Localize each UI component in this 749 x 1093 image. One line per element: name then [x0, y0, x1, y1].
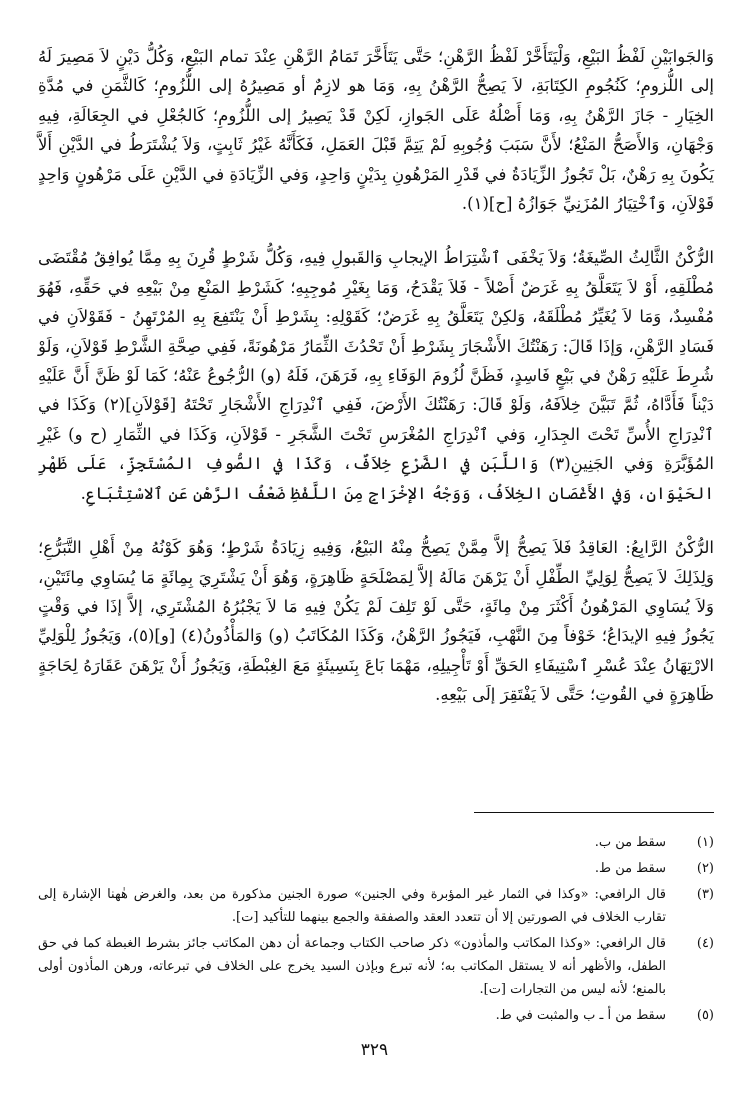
- footnote-divider: [474, 812, 714, 813]
- footnote-text: سقط من ط.: [594, 861, 666, 876]
- footnote-text: سقط من أ ـ ب والمثبت في ط.: [495, 1008, 666, 1023]
- paragraph-third-pillar-formula: الرُّكْنُ الثَّالِثُ الصِّيغَةُ؛ وَلاَ يَخْفَى ٱشْتِرَاطُ الإيجابِ وَالقَبولِ فِيهِ، وَكُلُّ شَرْطٍ قُرِنَ بِهِ مِمَّا يُوافِقُ مُقْتَضَى مُطْلَقِهِ، أَوْ لاَ يَتَعَلَّقُ بِهِ غَرَضٌ أَصْلاً - فَلاَ يَقْدَحُ، وَمَا بِغَيْرِ مُوجِبِهِ؛ كَشَرْطِ المَنْعِ مِنْ بَيْعِهِ في حَقِّهِ، فَهُوَ مُفْسِدٌ، وَمَا لاَ يُغَيِّرُ مُطْلَقَهُ، وَلكِنْ يَتَعَلَّقُ بِهِ غَرَضٌ؛ كَقَوْلِهِ: بِشَرْطِ أَنْ يَنْتَفِعَ بِهِ المُرْتَهِنُ - فَقَوْلاَنِ في فَسَادِ الرَّهْنِ، وَإذَا قَالَ: رَهَنْتُكَ الأَشْجَارَ بِشَرْطِ أَنْ تَحْدُثَ الثِّمَارُ مَرْهُونَةً، فَفِي صِحَّةِ الشَّرْطِ قَوْلاَنِ، وَلَوْ شُرِطَ عَلَيْهِ رَهْنٌ في بَيْعٍ فَاسِدٍ، فَظَنَّ لُزُومَ الوَفَاءِ بِهِ، فَرَهَنَ، فَلَهُ (و) الرُّجُوعُ عَنْهُ؛ كَمَا لَوْ ظَنَّ أَنَّ عَلَيْهِ دَيْناً فَأَدَّاهُ، ثُمَّ تَبَيَّنَ خِلاَفَهُ، وَلَوْ قَالَ: رَهَنْتُكَ الأَرْضَ، فَفِي ٱنْدِرَاجِ الأَشْجَارِ تَحْتَهُ [قَوْلاَنِ](٢) وَكَذَا في ٱنْدِرَاجِ الأُسِّ تَحْتَ الجِدَارِ، وَفي ٱنْدِرَاجِ المُغْرَسِ تَحْتَ الشَّجَرِ - قَوْلاَنِ، وَكَذَا في الثِّمَارِ (ح و) غَيْرِ المُؤَبَّرَةِ وَفي الجَنِينِ(٣) وَاللَّبَنِ في الضَّرْعِ خِلاَفٌ، وَكَذَا في الصُّوفِ المُسْتَجِزِّ، عَلَى ظَهْرِ الحَيْوَانِ، وَفي الأَغْصَانِ الخِلاَفُ، وَوَجْهُ الإخْرَاجِ مِنَ اللَّفْظِ ضَعْفُ الرَّهْنِ عَنِ ٱلاسْتِتْبَاعِ.: [38, 248, 714, 503]
- footnote-4: [38, 932, 714, 1001]
- footnote-number: (٥): [696, 1008, 714, 1023]
- footnote-number: (٣): [696, 887, 714, 902]
- footnote-number: (٤): [696, 936, 714, 951]
- footnote-text: قال الرافعي: «وكذا في الثمار غير المؤبرة وفي الجنين» صورة الجنين مذكورة من بعد، والغرض هٰهنا الإشارة إلى تقارب الخلاف في الصورتين إلا أن تتعدد العقد والصفقة والجمع بينهما للتأكيد [ت].: [38, 887, 666, 925]
- paragraph-contract-debt: وَالجَوابَيْنِ لَفْظُ البَيْعِ، وَلْيَتَأَخَّرْ لَفْظُ الرَّهْنِ؛ حَتَّى يَتَأَخَّرَ تَمَامُ الرَّهْنِ عِنْدَ تمام البَيْعِ، وَكُلُّ دَيْنٍ لاَ مَصِيرَ لَهُ إلى اللُّزومِ؛ كَنُجُومِ الكِتَابَةِ، لاَ يَصِحُّ الرَّهْنُ بِهِ، وَمَا هو لازِمٌ أو مَصِيرُهُ إلى اللُّزُومِ؛ كَالثَّمَنِ في مُدَّةِ الخِيَارِ - جَازَ الرَّهْنُ بِهِ، وَمَا أَصْلُهُ عَلَى الجَوازِ، لَكِنْ قَدْ يَصِيرُ إلى اللُّزُومِ؛ كَالجُعْلِ في الجِعَالَةِ، فِيهِ وَجْهَانِ، وَالأَصَحُّ المَنْعُ؛ لأَنَّ سَبَبَ وُجُوبِهِ لَمْ يَتِمَّ قَبْلَ العَمَلِ، فَكَأَنَّهُ غَيْرُ ثَابِتٍ، وَلاَ يُشْتَرَطُ في الدَّيْنِ أَلاَّ يَكُونَ بِهِ رَهْنٌ، بَلْ تَجُوزُ الزِّيَادَةُ في قَدْرِ المَرْهُونِ بِدَيْنٍ وَاحِدٍ، وَفي الزِّيَادَةِ في الدَّيْنِ عَلَى مَرْهُونٍ وَاحِدٍ قَوْلاَنِ، وَٱخْتِيَارُ المُزَنِيِّ جَوَازُهُ [ح](١).: [38, 47, 714, 214]
- footnote-3: [38, 883, 714, 929]
- paragraph-fourth-pillar-contractor: الرُّكْنُ الرَّابِعُ: العَاقِدُ فَلاَ يَصِحُّ إلاَّ مِمَّنْ يَصِحُّ مِنْهُ البَيْعُ، وَفِيهِ زِيَادَةُ شَرْطٍ؛ وَهُوَ كَوْنُهُ مِنْ أَهْلِ التَّبَرُّعِ؛ وَلِذَلِكَ لاَ يَصِحُّ لِوَلِيِّ الطِّفْلِ أَنْ يَرْهَنَ مَالَهُ إلاَّ لِمَصْلَحَةٍ ظَاهِرَةٍ، وَهُوَ أَنْ يَشْتَرِيَ بِمِائَةٍ مَا يُسَاوِي مِائَتَيْنِ، وَلاَ يُسَاوِي المَرْهُونُ أَكْثَرَ مِنْ مِائَةٍ، حَتَّى لَوْ تَلِفَ لَمْ يَكُنْ فِيهِ مَا لاَ يَجْبُرُهُ المُشْتَرِي، إلاَّ إذَا في وَقْتٍ يَجُوزُ فِيهِ الإيدَاعُ؛ خَوْفاً مِنَ النَّهْبِ، فَيَجُوزُ الرَّهْنُ، وَكَذَا المُكَاتَبُ (و) وَالمَأْذُونُ(٤) [و](٥)، وَيَجُوزُ لِلْوَلِيِّ الارْتِهَانُ عِنْدَ عُسْرِ ٱسْتِيفَاءِ الحَقِّ أَوْ تَأْجِيلِهِ، مَهْمَا بَاعَ بِنَسِيئَةٍ مَعَ الغِبْطَةِ، وَيَجُوزُ أَنْ يَرْهَنَ عَقَارَهُ لِحَاجَةٍ ظَاهِرَةٍ في القُوتِ؛ حَتَّى لاَ يَفْتَقِرَ إلَى بَيْعِهِ.: [38, 538, 714, 705]
- footnote-5: [38, 1004, 714, 1027]
- page-number: ٣٢٩: [360, 1040, 389, 1060]
- footnotes-section: [38, 812, 714, 1030]
- footnote-1: [38, 831, 714, 854]
- footnote-2: [38, 857, 714, 880]
- footnote-number: (٢): [696, 861, 714, 876]
- footnote-text: قال الرافعي: «وكذا المكاتب والمأذون» ذكر صاحب الكتاب وجماعة أن دهن المكاتب جائز بشرط الغبطة كما في حق الطفل، والأظهر أنه لا يستقل المكاتب به؛ لأنه تبرع وبإذن السيد يخرج على الخلاف في تبرعاته، ورهن المأذون أولى بالمنع؛ لأنه ليس من التجارات [ت].: [38, 936, 666, 997]
- main-text: [38, 42, 714, 710]
- footnote-text: سقط من ب.: [594, 835, 666, 850]
- footnote-number: (١): [696, 835, 714, 850]
